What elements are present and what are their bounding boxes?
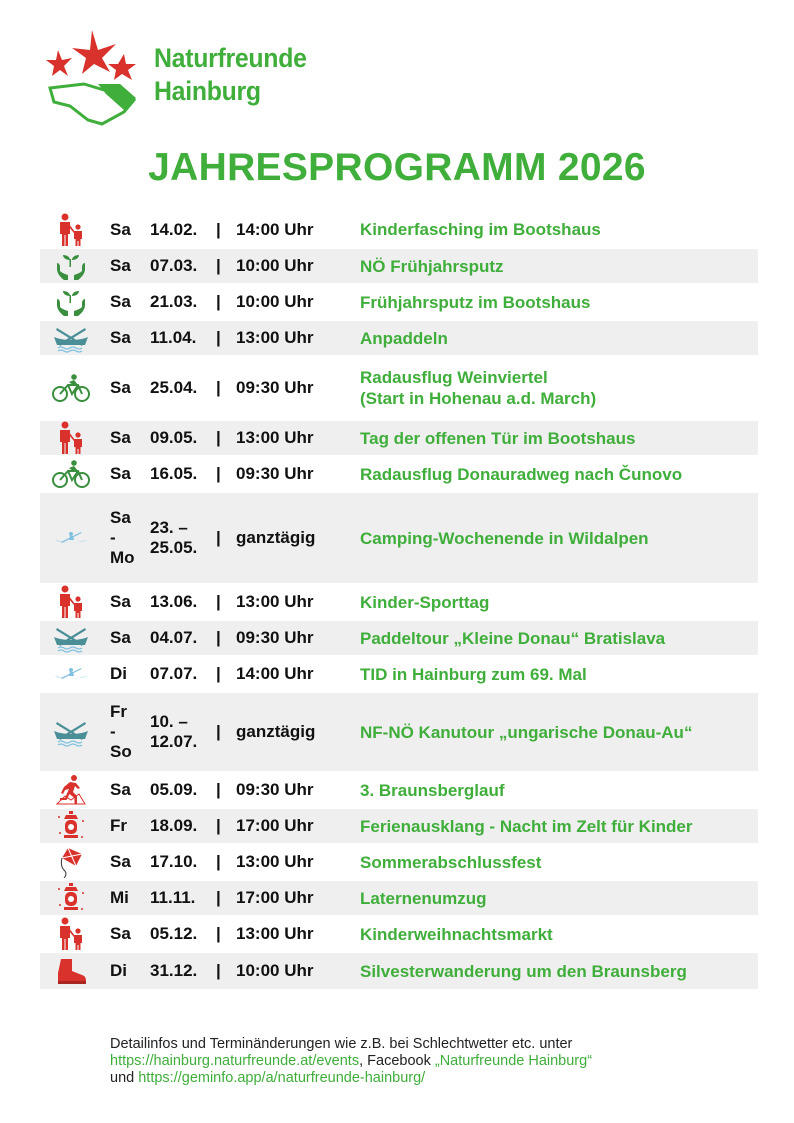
event-day [102, 844, 150, 880]
event-time: 17:00 Uhr [236, 880, 360, 916]
date-label: 04.07. [150, 628, 198, 647]
date-label: 21.03. [150, 292, 198, 311]
day-label: Sa [110, 256, 131, 275]
event-time: 09:30 Uhr [236, 780, 314, 799]
footer-text3: und [110, 1070, 139, 1086]
title-line: TID in Hainburg zum 69. Mal [360, 664, 587, 684]
event-row [40, 916, 758, 952]
event-row [40, 284, 758, 320]
event-time: ganztägig [236, 692, 360, 772]
event-day [102, 808, 150, 844]
event-title [360, 692, 758, 772]
logo [44, 28, 344, 128]
title-line: Tag der offenen Tür im Bootshaus [360, 428, 636, 448]
event-date [150, 456, 216, 492]
day-label: Di [110, 961, 127, 980]
kite-icon [40, 844, 102, 880]
separator: | [216, 620, 236, 656]
day-label: Sa [110, 219, 131, 239]
title-line: NF-NÖ Kanutour „ungarische Donau-Au“ [360, 722, 693, 742]
event-day [102, 656, 150, 692]
title-line: Sommerabschlussfest [360, 852, 542, 872]
event-title [360, 656, 758, 692]
title-line: Paddeltour „Kleine Donau“ Bratislava [360, 628, 666, 648]
separator: | [216, 378, 221, 397]
event-date [150, 772, 216, 808]
day-sep: - [110, 722, 116, 741]
title-line: NÖ Frühjahrsputz [360, 256, 504, 276]
event-date [150, 248, 216, 284]
date-label: 14.02. [150, 219, 198, 239]
event-title [360, 620, 758, 656]
event-row [40, 248, 758, 284]
separator: | [216, 420, 236, 456]
event-time: 13:00 Uhr [236, 420, 360, 456]
event-row [40, 212, 758, 248]
event-time: 09:30 Uhr [236, 378, 314, 397]
family-icon [40, 584, 102, 620]
event-title [360, 356, 758, 420]
event-time: 13:00 Uhr [236, 592, 314, 611]
title-line2: (Start in Hohenau a.d. March) [360, 389, 597, 408]
day-label: Mi [110, 888, 129, 907]
event-time: ganztägig [236, 492, 360, 584]
event-day [102, 356, 150, 420]
event-row [40, 492, 758, 584]
date-label: 16.05. [150, 464, 198, 483]
event-table [40, 212, 758, 991]
event-row [40, 656, 758, 692]
event-date [150, 880, 216, 916]
day-label: Sa [110, 378, 131, 397]
title-line: Laternenumzug [360, 888, 487, 908]
event-title [360, 952, 758, 990]
page-title: JAHRESPROGRAMM 2026 [148, 146, 646, 189]
event-day [102, 320, 150, 356]
event-date [150, 356, 216, 420]
event-date [150, 212, 216, 248]
event-day [102, 916, 150, 952]
separator: | [216, 492, 236, 584]
hands-plant-icon [40, 248, 102, 284]
event-title [360, 772, 758, 808]
hands-plant-icon [40, 284, 102, 320]
event-row [40, 420, 758, 456]
event-time: 10:00 Uhr [236, 292, 314, 311]
date-label: 10. – [150, 712, 188, 731]
separator: | [216, 924, 221, 943]
event-time: 14:00 Uhr [236, 664, 314, 683]
event-date [150, 844, 216, 880]
event-time: 14:00 Uhr [236, 219, 314, 239]
date-label: 11.04. [150, 328, 197, 347]
event-date [150, 916, 216, 952]
event-day [102, 248, 150, 284]
title-line: Radausflug Weinviertel [360, 368, 548, 387]
event-title [360, 492, 758, 584]
brand-line1: Naturfreunde [154, 43, 307, 73]
event-title [360, 248, 758, 284]
separator: | [216, 852, 221, 871]
event-date [150, 620, 216, 656]
day-label: Sa [110, 852, 131, 871]
brand-line2: Hainburg [154, 76, 261, 106]
event-title [360, 212, 758, 248]
event-day [102, 692, 150, 772]
title-line: 3. Braunsberglauf [360, 780, 505, 800]
separator: | [216, 780, 221, 799]
event-day [102, 284, 150, 320]
title-line: Radausflug Donauradweg nach Čunovo [360, 464, 683, 484]
day-label: Fr [110, 816, 127, 835]
day-end: Mo [110, 548, 135, 567]
event-title [360, 916, 758, 952]
footer-text2: , Facebook [359, 1053, 435, 1069]
family-icon [40, 916, 102, 952]
event-row [40, 356, 758, 420]
title-line: Silvesterwanderung um den Braunsberg [360, 961, 687, 981]
flowers-handshake-icon [44, 28, 144, 128]
event-time: 09:30 Uhr [236, 620, 360, 656]
separator: | [216, 292, 221, 311]
event-row [40, 320, 758, 356]
separator: | [216, 692, 236, 772]
event-day [102, 212, 150, 248]
day-label: Sa [110, 924, 131, 943]
canoe-icon [40, 320, 102, 356]
canoe-icon [40, 620, 102, 656]
event-time: 13:00 Uhr [236, 320, 360, 356]
events-link[interactable]: https://hainburg.naturfreunde.at/events [110, 1053, 360, 1069]
event-title [360, 456, 758, 492]
event-time: 10:00 Uhr [236, 952, 360, 990]
title-line: Ferienausklang - Nacht im Zelt für Kinder [360, 816, 693, 836]
title-line: Frühjahrsputz im Bootshaus [360, 292, 591, 312]
day-label: Sa [110, 292, 131, 311]
title-line: Kinderweihnachtsmarkt [360, 924, 553, 944]
day-label: Sa [110, 428, 131, 447]
date-end: 12.07. [150, 732, 198, 751]
day-sep: - [110, 528, 116, 547]
event-title [360, 420, 758, 456]
day-label: Sa [110, 328, 131, 347]
lantern-icon [40, 880, 102, 916]
event-time: 17:00 Uhr [236, 808, 360, 844]
event-day [102, 772, 150, 808]
date-label: 31.12. [150, 961, 198, 980]
separator: | [216, 219, 221, 239]
day-label: Sa [110, 508, 131, 527]
separator: | [216, 952, 236, 990]
day-label: Sa [110, 780, 131, 799]
event-row [40, 880, 758, 916]
separator: | [216, 664, 221, 683]
event-row [40, 772, 758, 808]
event-row [40, 808, 758, 844]
separator: | [216, 592, 221, 611]
lantern-icon [40, 808, 102, 844]
runner-icon [40, 772, 102, 808]
date-label: 17.10. [150, 852, 198, 871]
event-title [360, 844, 758, 880]
date-label: 18.09. [150, 816, 198, 835]
boot-icon [40, 952, 102, 990]
date-label: 11.11. [150, 888, 196, 907]
separator: | [216, 808, 236, 844]
event-day [102, 492, 150, 584]
bicycle-icon [40, 456, 102, 492]
event-title [360, 584, 758, 620]
event-day [102, 420, 150, 456]
event-date [150, 656, 216, 692]
event-row [40, 844, 758, 880]
event-row [40, 456, 758, 492]
event-day [102, 620, 150, 656]
separator: | [216, 880, 236, 916]
bicycle-icon [40, 356, 102, 420]
event-day [102, 880, 150, 916]
event-date [150, 692, 216, 772]
date-label: 25.04. [150, 378, 198, 397]
event-date [150, 584, 216, 620]
event-row [40, 952, 758, 990]
day-label: Sa [110, 592, 131, 611]
title-line: Kinder-Sporttag [360, 592, 490, 612]
date-label: 13.06. [150, 592, 198, 611]
event-date [150, 284, 216, 320]
event-row [40, 620, 758, 656]
day-label: Fr [110, 702, 127, 721]
event-time: 13:00 Uhr [236, 924, 314, 943]
title-line: Camping-Wochenende in Wildalpen [360, 528, 649, 548]
geminfo-link[interactable]: https://geminfo.app/a/naturfreunde-hainburg/ [138, 1070, 426, 1086]
event-day [102, 952, 150, 990]
separator: | [216, 248, 236, 284]
separator: | [216, 320, 236, 356]
event-day [102, 456, 150, 492]
event-title [360, 808, 758, 844]
event-title [360, 880, 758, 916]
event-date [150, 492, 216, 584]
date-end: 25.05. [150, 538, 198, 557]
event-date [150, 952, 216, 990]
event-time: 09:30 Uhr [236, 464, 314, 483]
date-label: 23. – [150, 518, 188, 537]
day-label: Sa [110, 628, 131, 647]
event-row [40, 584, 758, 620]
title-line: Kinderfasching im Bootshaus [360, 220, 601, 239]
event-time: 13:00 Uhr [236, 852, 314, 871]
canoe-icon [40, 692, 102, 772]
date-label: 09.05. [150, 428, 198, 447]
event-date [150, 420, 216, 456]
kayak-icon [40, 492, 102, 584]
kayak-icon [40, 656, 102, 692]
separator: | [216, 464, 221, 483]
date-label: 07.07. [150, 664, 198, 683]
facebook-link[interactable]: „Naturfreunde Hainburg“ [434, 1053, 593, 1069]
event-date [150, 320, 216, 356]
event-date [150, 808, 216, 844]
footer-note [110, 1036, 592, 1087]
event-title [360, 284, 758, 320]
brand-name [154, 42, 307, 108]
day-label: Sa [110, 464, 131, 483]
event-day [102, 584, 150, 620]
date-label: 07.03. [150, 256, 198, 275]
footer-line1: Detailinfos und Terminänderungen wie z.B. bei Schlechtwetter etc. unter [110, 1036, 573, 1052]
event-row [40, 692, 758, 772]
day-end: So [110, 742, 132, 761]
event-title [360, 320, 758, 356]
date-label: 05.12. [150, 924, 198, 943]
title-line: Anpaddeln [360, 328, 448, 348]
day-label: Di [110, 664, 127, 683]
family-icon [40, 420, 102, 456]
family-icon [40, 212, 102, 248]
date-label: 05.09. [150, 780, 198, 799]
event-time: 10:00 Uhr [236, 248, 360, 284]
